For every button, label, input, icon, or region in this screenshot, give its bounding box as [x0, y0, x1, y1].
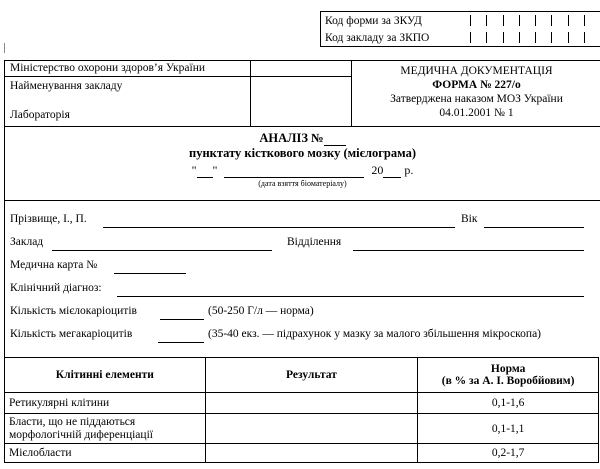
- zkud-code-cells[interactable]: [470, 12, 600, 29]
- cell-element: Ретикулярні клітини: [5, 393, 206, 414]
- card-field[interactable]: [114, 273, 186, 274]
- myelocaryocytes-field[interactable]: [160, 319, 204, 320]
- header-box: [4, 60, 600, 127]
- name-field[interactable]: [103, 227, 455, 228]
- zkud-code-row: [321, 12, 600, 29]
- megakaryocytes-field[interactable]: [158, 342, 204, 343]
- megakaryocytes-label: Кількість мегакаріоцитів: [10, 328, 133, 340]
- ministry-name: Міністерство охорони здоров’я України: [5, 61, 250, 77]
- analysis-number-line: [5, 131, 600, 146]
- name-label: Прізвище, І., П.: [10, 213, 87, 225]
- diagnosis-field[interactable]: [117, 296, 584, 297]
- patient-fields: [4, 200, 600, 357]
- col-result: Результат: [205, 358, 418, 393]
- department-label: Відділення: [287, 236, 342, 248]
- facility-field[interactable]: [52, 250, 272, 251]
- cell-element: Бласти, що не піддаються морфологічній диференціації: [5, 414, 206, 444]
- age-field[interactable]: [484, 227, 584, 228]
- diagnosis-label: Клінічний діагноз:: [10, 282, 102, 294]
- department-field[interactable]: [353, 250, 584, 251]
- table-row: [5, 414, 599, 444]
- cell-element: Мієлобласти: [5, 444, 206, 463]
- institution-label: Найменування закладу: [10, 80, 123, 92]
- table-header-row: [5, 358, 599, 393]
- header-middle: [250, 61, 352, 126]
- approved-date: 04.01.2001 № 1: [439, 107, 514, 119]
- col-norm: Норма (в % за А. І. Воробйовим): [418, 358, 599, 393]
- form-number: ФОРМА № 227/о: [432, 79, 521, 91]
- zkpo-code-cells[interactable]: [470, 29, 600, 46]
- myelogram-table: [4, 357, 599, 463]
- approved-text: Затверджена наказом МОЗ України: [390, 93, 563, 105]
- zkpo-code-row: [321, 29, 600, 46]
- facility-label: Заклад: [10, 236, 44, 248]
- header-right: [351, 61, 600, 126]
- cell-result[interactable]: [205, 414, 418, 444]
- lab-label: Лабораторія: [10, 109, 70, 121]
- cell-norm: 0,1-1,1: [418, 414, 599, 444]
- analysis-subtitle: пунктату кісткового мозку (мієлограма): [189, 146, 416, 160]
- form-codes-box: [320, 11, 600, 47]
- cell-result[interactable]: [205, 444, 418, 463]
- age-label: Вік: [461, 213, 478, 225]
- zkpo-code-label: Код закладу за ЗКПО: [325, 31, 430, 44]
- title-box: [4, 125, 600, 201]
- table-row: [5, 393, 599, 414]
- myelocaryocytes-norm: (50-250 Г/л — норма): [208, 305, 314, 317]
- header-left: [5, 61, 250, 126]
- zkud-code-label: Код форми за ЗКУД: [325, 14, 422, 27]
- cell-norm: 0,1-1,6: [418, 393, 599, 414]
- date-day-field[interactable]: [197, 177, 213, 178]
- date-month-field[interactable]: [224, 177, 364, 178]
- date-year-field[interactable]: [383, 177, 401, 178]
- col-cell-elements: Клітинні елементи: [5, 358, 206, 393]
- cell-norm: 0,2-1,7: [418, 444, 599, 463]
- date-caption: (дата взяття біоматеріалу): [258, 179, 347, 188]
- sample-date-line: " " 20 р.: [191, 163, 414, 177]
- megakaryocytes-norm: (35-40 екз. — підрахунок у мазку за малого збільшення мікроскопа): [208, 328, 542, 340]
- myelocaryocytes-label: Кількість мієлокаріоцитів: [10, 305, 137, 317]
- doc-type: МЕДИЧНА ДОКУМЕНТАЦІЯ: [400, 65, 553, 77]
- cell-result[interactable]: [205, 393, 418, 414]
- table-row: [5, 444, 599, 463]
- analysis-title: АНАЛІЗ №: [259, 131, 324, 145]
- cursor-mark: [4, 43, 5, 53]
- card-label: Медична карта №: [10, 259, 98, 271]
